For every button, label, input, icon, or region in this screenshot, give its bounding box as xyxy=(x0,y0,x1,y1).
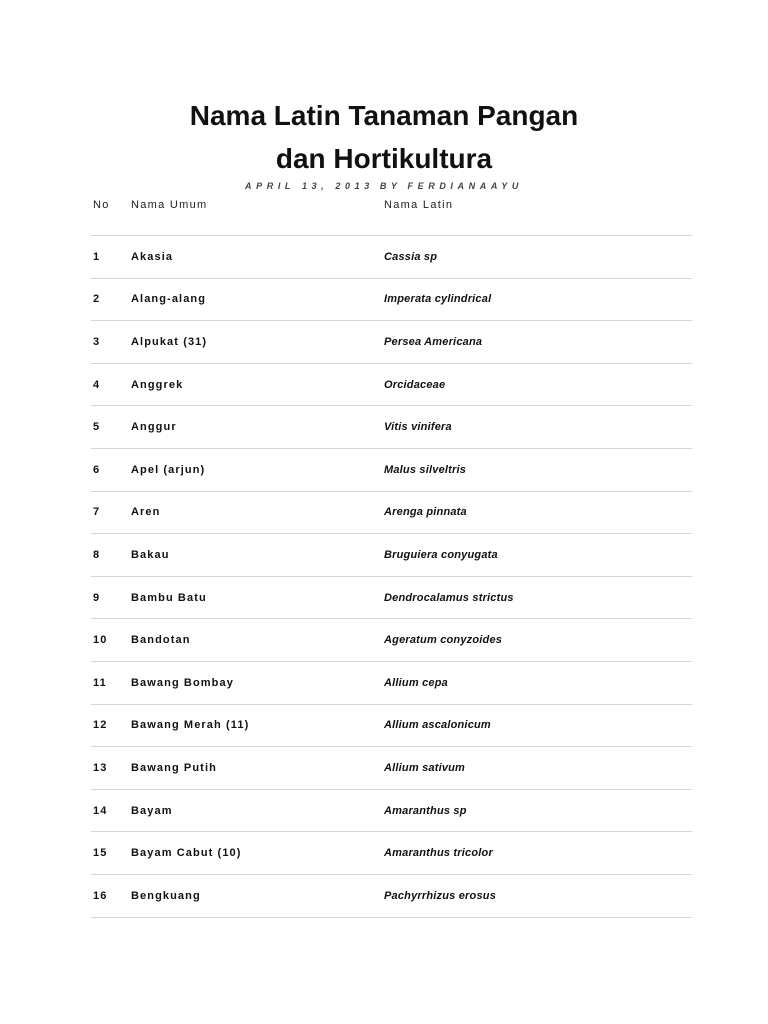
latin-name: Imperata cylindrical xyxy=(384,293,492,306)
table-row xyxy=(91,279,692,322)
table-row xyxy=(91,236,692,279)
row-number: 14 xyxy=(93,804,108,817)
table-body xyxy=(91,236,692,918)
row-number: 15 xyxy=(93,847,108,860)
latin-name: Pachyrrhizus erosus xyxy=(384,889,497,902)
common-name: Anggrek xyxy=(131,378,184,391)
table-header-row xyxy=(91,190,692,236)
common-name: Akasia xyxy=(131,250,174,263)
table-row xyxy=(91,534,692,577)
row-number: 12 xyxy=(93,719,108,732)
byline-by: BY xyxy=(379,181,402,191)
common-name: Aren xyxy=(131,506,161,519)
latin-name: Bruguiera conyugata xyxy=(384,548,498,561)
row-number: 10 xyxy=(93,634,108,647)
latin-name: Allium sativum xyxy=(384,761,466,774)
post-date: APRIL 13, 2013 xyxy=(245,181,374,191)
common-name: Anggur xyxy=(131,421,177,434)
header-common-name: Nama Umum xyxy=(131,199,208,211)
table-row xyxy=(91,321,692,364)
latin-name: Arenga pinnata xyxy=(384,506,467,519)
table-row xyxy=(91,406,692,449)
latin-name: Cassia sp xyxy=(384,250,438,263)
common-name: Bawang Bombay xyxy=(131,676,234,689)
row-number: 3 xyxy=(93,335,101,348)
title-line-1: Nama Latin Tanaman Pangan xyxy=(189,100,579,131)
row-number: 7 xyxy=(93,506,101,519)
table-row xyxy=(91,662,692,705)
table-row xyxy=(91,832,692,875)
common-name: Alpukat (31) xyxy=(131,335,208,348)
table-row xyxy=(91,449,692,492)
common-name: Bengkuang xyxy=(131,889,201,902)
latin-name: Vitis vinifera xyxy=(384,421,452,434)
common-name: Alang-alang xyxy=(131,293,207,306)
author-link[interactable]: FERDIANAAYU xyxy=(407,181,523,191)
latin-name: Amaranthus tricolor xyxy=(384,847,493,860)
common-name: Bakau xyxy=(131,548,170,561)
latin-name: Allium cepa xyxy=(384,676,448,689)
common-name: Bambu Batu xyxy=(131,591,207,604)
common-name: Bayam Cabut (10) xyxy=(131,847,242,860)
plant-names-table xyxy=(91,190,692,918)
header-latin-name: Nama Latin xyxy=(384,199,454,211)
row-number: 6 xyxy=(93,463,101,476)
table-row xyxy=(91,577,692,620)
page-title xyxy=(0,94,768,180)
table-row xyxy=(91,875,692,918)
row-number: 11 xyxy=(93,676,107,689)
row-number: 5 xyxy=(93,421,101,434)
header-no: No xyxy=(93,199,110,211)
common-name: Bandotan xyxy=(131,634,191,647)
table-row xyxy=(91,619,692,662)
row-number: 8 xyxy=(93,548,101,561)
latin-name: Ageratum conyzoides xyxy=(384,634,503,647)
table-row xyxy=(91,705,692,748)
latin-name: Persea Americana xyxy=(384,335,483,348)
latin-name: Amaranthus sp xyxy=(384,804,467,817)
latin-name: Orcidaceae xyxy=(384,378,446,391)
row-number: 9 xyxy=(93,591,101,604)
row-number: 2 xyxy=(93,293,101,306)
table-row xyxy=(91,790,692,833)
latin-name: Malus silveltris xyxy=(384,463,467,476)
common-name: Bawang Merah (11) xyxy=(131,719,250,732)
latin-name: Allium ascalonicum xyxy=(384,719,491,732)
common-name: Apel (arjun) xyxy=(131,463,206,476)
row-number: 16 xyxy=(93,889,108,902)
common-name: Bayam xyxy=(131,804,173,817)
row-number: 4 xyxy=(93,378,101,391)
row-number: 13 xyxy=(93,761,108,774)
title-line-2: dan Hortikultura xyxy=(275,143,493,174)
table-row xyxy=(91,364,692,407)
common-name: Bawang Putih xyxy=(131,761,217,774)
table-row xyxy=(91,492,692,535)
latin-name: Dendrocalamus strictus xyxy=(384,591,514,604)
table-row xyxy=(91,747,692,790)
row-number: 1 xyxy=(93,250,101,263)
